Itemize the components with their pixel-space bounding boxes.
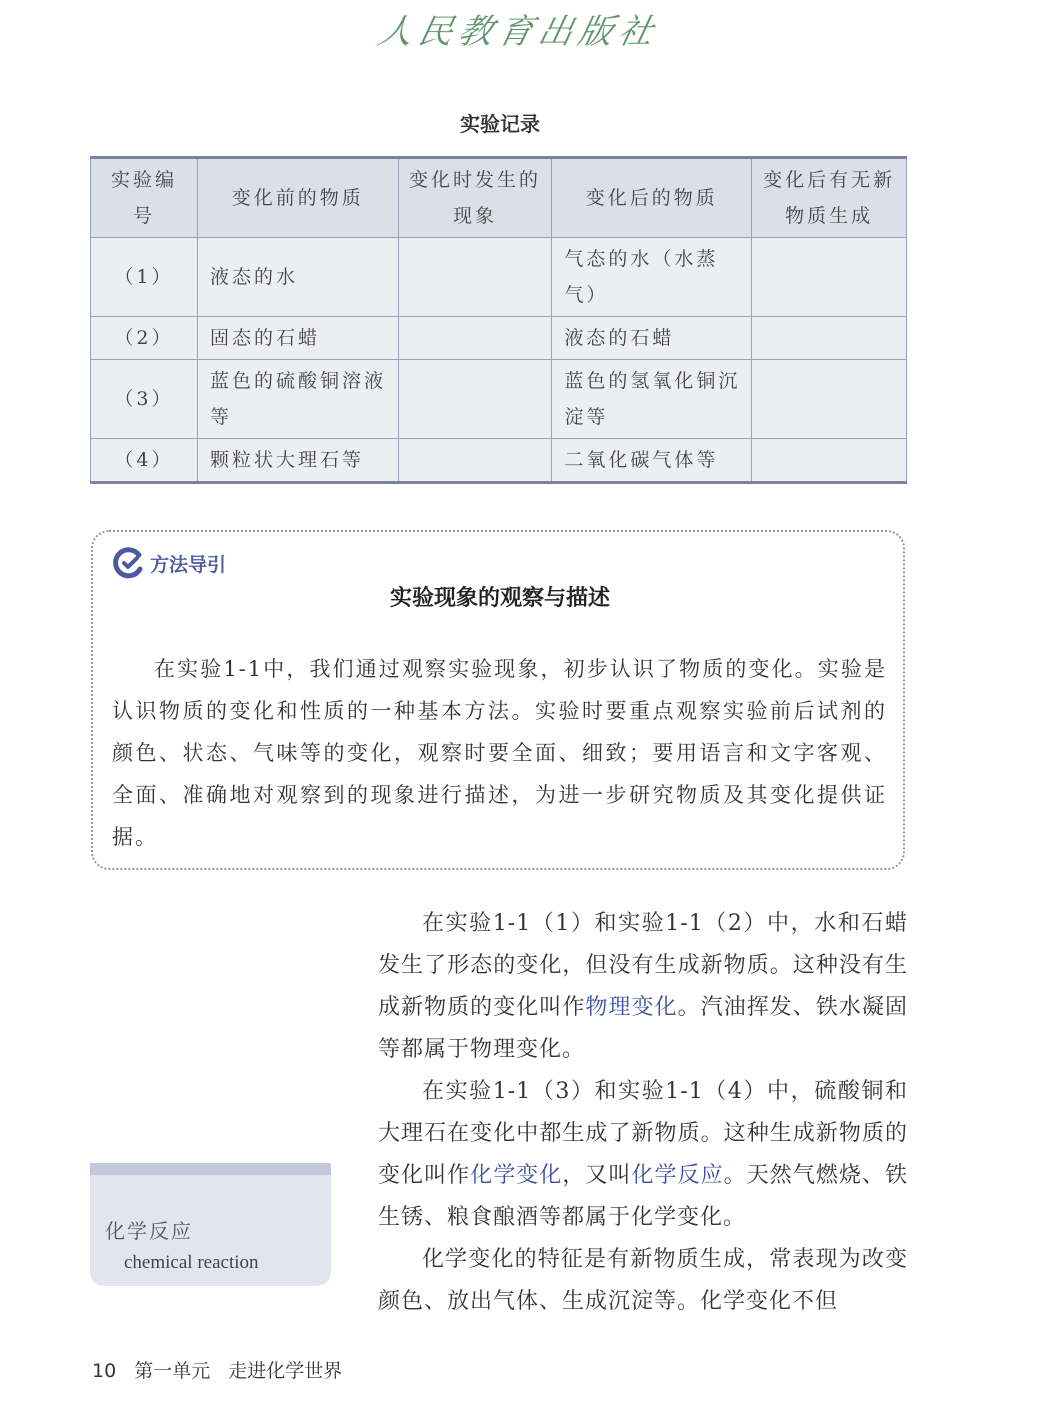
term-physical-change: 物理变化: [585, 995, 678, 1020]
header-cell: 变化后有无新物质生成: [752, 158, 907, 238]
glossary-english: chemical reaction: [124, 1252, 259, 1273]
after-substance: 气态的水（水蒸气）: [552, 238, 752, 317]
before-substance: 液态的水: [197, 238, 398, 317]
row-number: （3）: [91, 360, 198, 439]
before-substance: 固态的石蜡: [197, 317, 398, 360]
table-row: [91, 238, 907, 317]
publisher-watermark: 人民教育出版社: [374, 12, 663, 52]
glossary-chinese: 化学反应: [105, 1219, 193, 1243]
method-guide-label: 方法导引: [150, 553, 227, 576]
table-row: [91, 360, 907, 439]
header-cell: 变化时发生的现象: [398, 158, 552, 238]
after-substance: 蓝色的氢氧化铜沉淀等: [552, 360, 752, 439]
unit-title: 走进化学世界: [228, 1360, 343, 1382]
unit-label: 第一单元: [134, 1360, 211, 1382]
before-substance: 颗粒状大理石等: [197, 439, 398, 483]
method-title: 实验现象的观察与描述: [389, 585, 610, 611]
text-run: 在实验1-1（3）和实验1-1（4）中，硫酸铜和大理石在变化中都生成了新物质。这种生成新物质的变化叫作: [378, 1079, 908, 1188]
method-paragraph: 在实验1-1中，我们通过观察实验现象，初步认识了物质的变化。实验是认识物质的变化和性质的一种基本方法。实验时要重点观察实验前后试剂的颜色、状态、气味等的变化，观察时要全面、细致；要用语言和文字客观、全面、准确地对观察到的现象进行描述，为进一步研究物质及其变化提供证据。: [112, 657, 887, 849]
paragraph-physical-change: [378, 903, 908, 1071]
table-title: 实验记录: [460, 112, 540, 136]
before-substance: 蓝色的硫酸铜溶液等: [197, 360, 398, 439]
after-substance: 液态的石蜡: [552, 317, 752, 360]
table-row: [91, 317, 907, 360]
after-substance: 二氧化碳气体等: [552, 439, 752, 483]
page-number: 10: [92, 1360, 117, 1382]
term-chemical-reaction: 化学反应: [631, 1163, 724, 1188]
text-run: 。天然气燃烧、铁生锈、粮食酿酒等都属于化学变化。: [378, 1163, 908, 1230]
glossary-box: [90, 1163, 331, 1286]
paragraph-chemical-change: [378, 1071, 908, 1239]
method-guide-tag: [112, 546, 226, 580]
phenomenon-cell: [398, 317, 552, 360]
new-substance-cell: [752, 439, 907, 483]
experiment-record-table: [90, 156, 907, 484]
phenomenon-cell: [398, 238, 552, 317]
page-footer: [92, 1356, 342, 1383]
main-text: [378, 903, 908, 1323]
phenomenon-cell: [398, 360, 552, 439]
row-number: （2）: [91, 317, 198, 360]
method-text: [112, 648, 887, 858]
phenomenon-cell: [398, 439, 552, 483]
row-number: （4）: [91, 439, 198, 483]
term-chemical-change: 化学变化: [470, 1163, 563, 1188]
method-guide-icon: [112, 546, 146, 580]
header-cell: 变化前的物质: [197, 158, 398, 238]
header-cell: 变化后的物质: [552, 158, 752, 238]
table-row: [91, 439, 907, 483]
row-number: （1）: [91, 238, 198, 317]
header-cell: 实验编号: [91, 158, 198, 238]
new-substance-cell: [752, 317, 907, 360]
text-run: 在实验1-1（1）和实验1-1（2）中，水和石蜡发生了形态的变化，但没有生成新物质。这种没有生成新物质的变化叫作: [378, 911, 908, 1020]
paragraph-chemical-features: 化学变化的特征是有新物质生成，常表现为改变颜色、放出气体、生成沉淀等。化学变化不但: [378, 1247, 908, 1314]
text-run: ，又叫: [562, 1163, 632, 1188]
text-run: 。汽油挥发、铁水凝固等都属于物理变化。: [378, 995, 908, 1062]
new-substance-cell: [752, 360, 907, 439]
table-header-row: [91, 158, 907, 238]
new-substance-cell: [752, 238, 907, 317]
